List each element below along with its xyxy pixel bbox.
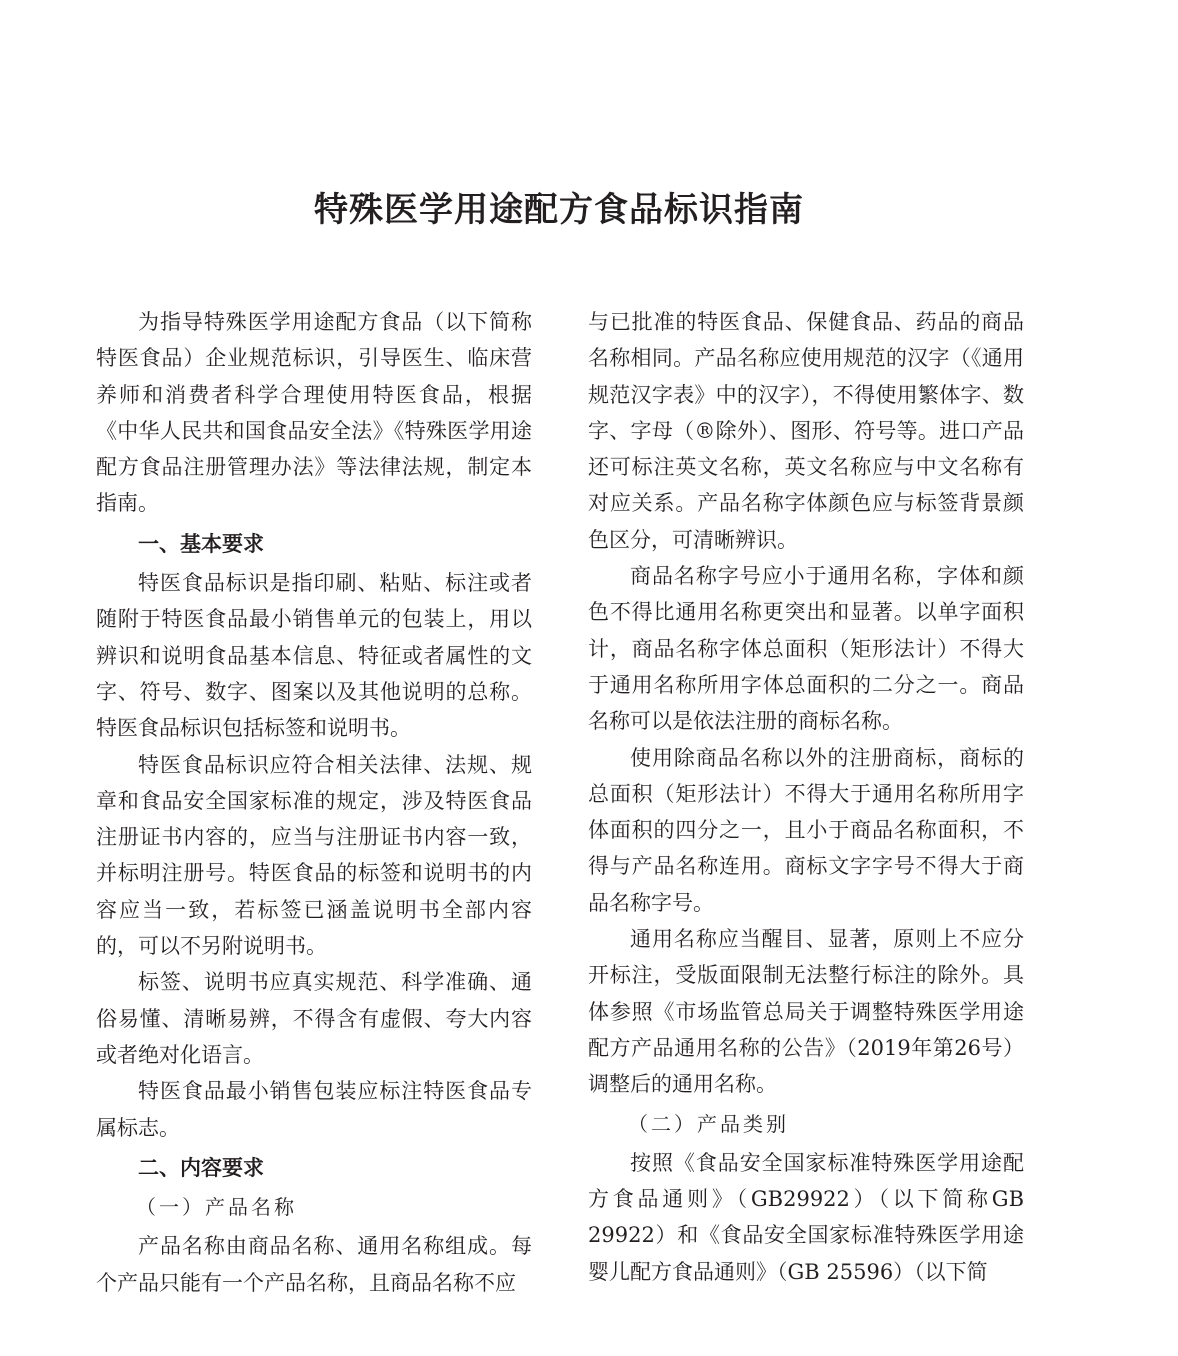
section-heading-basic-requirements: 一、基本要求: [138, 531, 264, 556]
paragraph: 特医食品标识是指印刷、粘贴、标注或者随附于特医食品最小销售单元的包装上，用以辨识和说明食品基本信息、特征或者属性的文字、符号、数字、图案以及其他说明的总称。特医食品标识包括标签和说明书。: [96, 571, 532, 741]
paragraph: 通用名称应当醒目、显著，原则上不应分开标注，受版面限制无法整行标注的除外。具体参照《市场监管总局关于调整特殊医学用途配方产品通用名称的公告》（2019年第26号）调整后的通用名称。: [588, 927, 1024, 1097]
paragraph: 特医食品标识应符合相关法律、法规、规章和食品安全国家标准的规定，涉及特医食品注册证书内容的，应当与注册证书内容一致，并标明注册号。特医食品的标签和说明书的内容应当一致，若标签已涵盖说明书全部内容的，可以不另附说明书。: [96, 752, 532, 959]
subsection-heading-product-name: （一）产品名称: [136, 1195, 297, 1220]
document-title: 特殊医学用途配方食品标识指南: [314, 190, 804, 230]
paragraph: 标签、说明书应真实规范、科学准确、通俗易懂、清晰易辨，不得含有虚假、夸大内容或者绝对化语言。: [96, 970, 532, 1067]
paragraph: 商品名称字号应小于通用名称，字体和颜色不得比通用名称更突出和显著。以单字面积计，商品名称字体总面积（矩形法计）不得大于通用名称所用字体总面积的二分之一。商品名称可以是依法注册的商标名称。: [588, 564, 1024, 734]
section-heading-content-requirements: 二、内容要求: [138, 1155, 264, 1180]
paragraph: 产品名称由商品名称、通用名称组成。每个产品只能有一个产品名称，且商品名称不应: [96, 1234, 532, 1295]
subsection-heading-product-category: （二）产品类别: [628, 1111, 789, 1136]
paragraph: 特医食品最小销售包装应标注特医食品专属标志。: [96, 1079, 532, 1140]
intro-paragraph: 为指导特殊医学用途配方食品（以下简称特医食品）企业规范标识，引导医生、临床营养师和消费者科学合理使用特医食品，根据《中华人民共和国食品安全法》《特殊医学用途配方食品注册管理办法》等法律法规，制定本指南。: [96, 310, 532, 516]
right-column: [588, 304, 1024, 1290]
continued-paragraph: 与已批准的特医食品、保健食品、药品的商品名称相同。产品名称应使用规范的汉字（《通用规范汉字表》中的汉字），不得使用繁体字、数字、字母（®除外）、图形、符号等。进口产品还可标注英文名称，英文名称应与中文名称有对应关系。产品名称字体颜色应与标签背景颜色区分，可清晰辨识。: [588, 310, 1024, 552]
paragraph: 使用除商品名称以外的注册商标，商标的总面积（矩形法计）不得大于通用名称所用字体面积的四分之一，且小于商品名称面积，不得与产品名称连用。商标文字字号不得大于商品名称字号。: [588, 745, 1024, 915]
left-column: [96, 304, 532, 1301]
paragraph: 按照《食品安全国家标准特殊医学用途配方食品通则》（GB29922）（以下简称GB 29922）和《食品安全国家标准特殊医学用途婴儿配方食品通则》（GB 25596）（以下简: [588, 1150, 1024, 1284]
